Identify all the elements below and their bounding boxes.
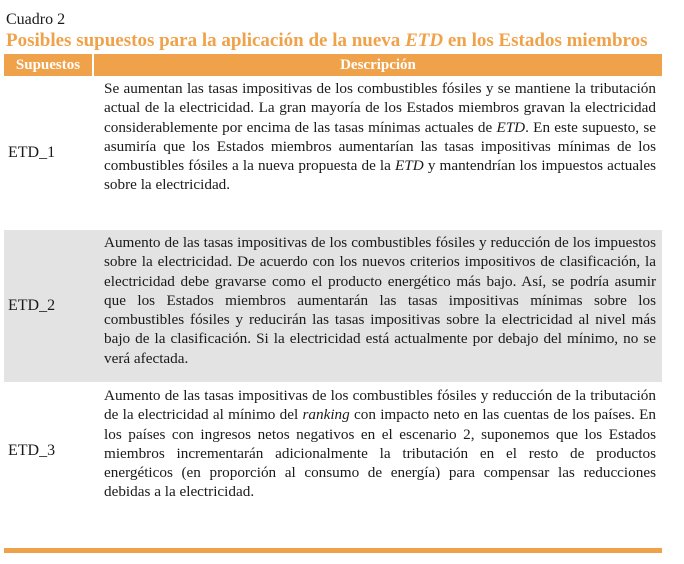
desc-italic: ETD — [395, 157, 424, 175]
desc-text: Se aumentan las tasas impositivas de los combustibles fósiles y se mantiene la tributación actual de la electricidad. La gran mayoría de los Estados miembros gravan la electricidad considerablemente por encima de las tasas mínimas actuales de — [104, 80, 656, 136]
title-text-1: Posibles supuestos para la aplicación de la nueva — [6, 30, 406, 51]
scenario-description — [96, 76, 662, 229]
table-row-etd-2 — [4, 230, 662, 382]
desc-text: Aumento de las tasas impositivas de los combustibles fósiles y reducción de la tributación de la electricidad al mínimo del — [104, 387, 656, 424]
desc-text: . En este supuesto, se asumiría que los Estados miembros aumentarían las tasas impositivas mínimas de los combustibles fósiles a la nueva propuesta de la — [104, 118, 657, 175]
scenario-description — [96, 383, 662, 519]
scenario-id: ETD_1 — [8, 143, 56, 161]
title-text-2: en los Estados miembros — [443, 30, 648, 51]
desc-italic: ranking — [302, 406, 350, 424]
scenario-id: ETD_2 — [8, 297, 56, 314]
desc-text: y mantendrían los impuestos actuales sobre la electricidad. — [104, 157, 657, 194]
column-header-supuestos: Supuestos — [4, 54, 94, 76]
table-header-row — [4, 54, 662, 76]
table-bottom-rule — [4, 548, 662, 553]
desc-text: con impacto neto en las cuentas de los países. En los países con ingresos netos negativos en el escenario 2, suponemos que los Estados miembros incrementarán adicionalmente la tributación en el resto de productos energéticos (en proporción al consumo de energía) para compensar las reducciones debidas a la electricidad. — [104, 406, 656, 501]
scenario-description — [96, 230, 662, 382]
scenario-id: ETD_3 — [8, 442, 56, 459]
table-container — [4, 10, 662, 519]
table-row-etd-1 — [4, 76, 662, 229]
desc-italic: ETD — [496, 118, 526, 136]
table-row-etd-3 — [4, 383, 662, 519]
desc-text: Aumento de las tasas impositivas de los combustibles fósiles y reducción de los impuestos sobre la electricidad. De acuerdo con los nuevos criterios impositivos de clasificación, la electricidad debe gravarse como el producto energético más bajo. Así, se podría asumir que los Estados miembros aumentarán las tasas impositivas mínimas sobre los combustibles fósiles y reducirán las tasas impositivas sobre la electricidad al nivel más bajo de la clasificación. Si la electricidad está actualmente por debajo del mínimo, no se verá afectada. — [104, 234, 656, 367]
column-header-descripcion: Descripción — [340, 57, 416, 73]
scenarios-table — [4, 54, 662, 519]
title-etd-italic: ETD — [405, 30, 444, 51]
table-title — [4, 30, 662, 52]
table-label: Cuadro 2 — [6, 11, 66, 28]
